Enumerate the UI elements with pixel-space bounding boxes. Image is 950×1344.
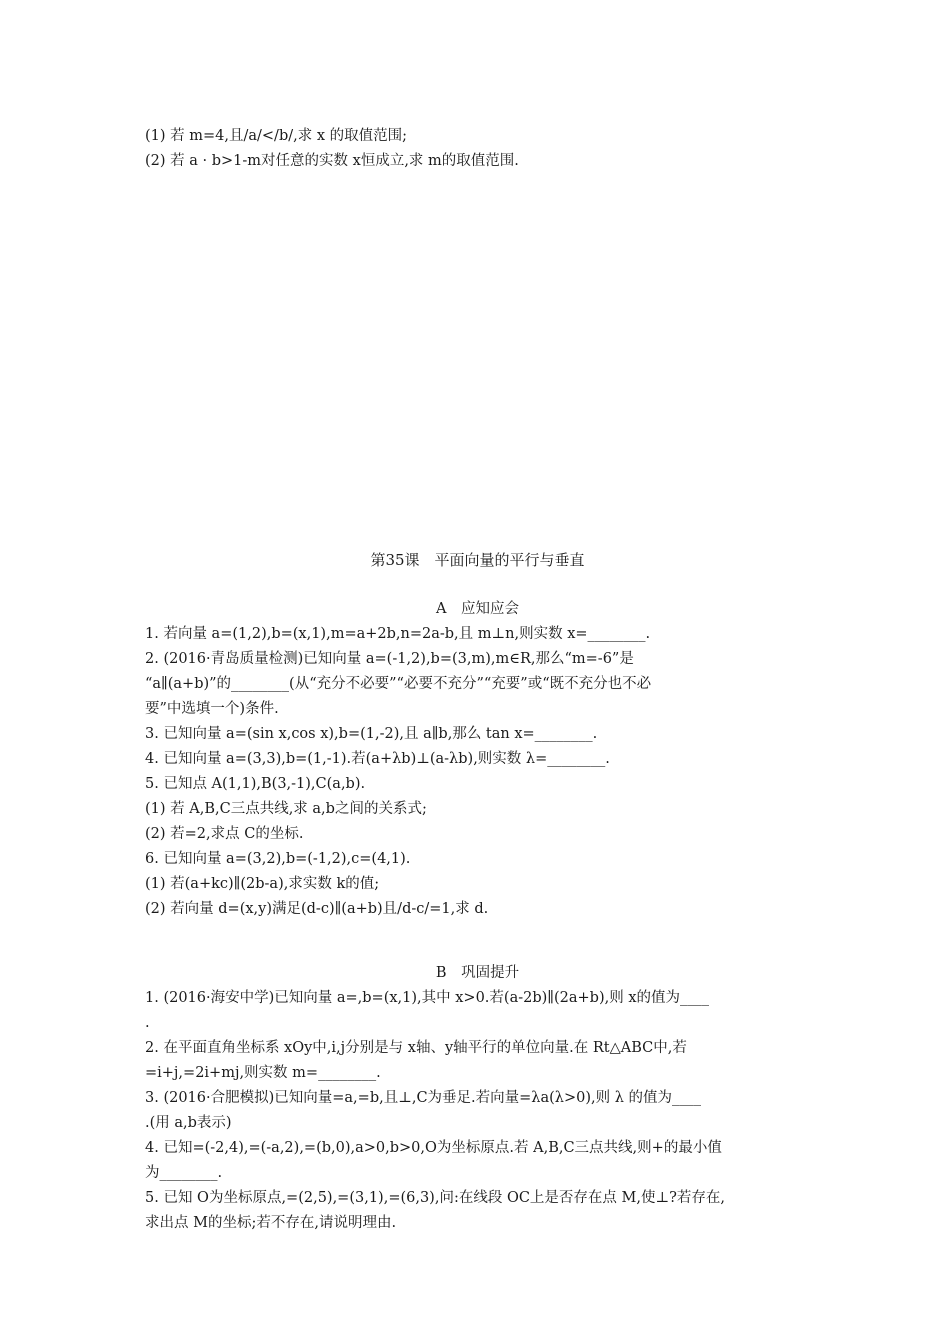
section-b	[145, 961, 810, 1236]
problem-line: (2) 若向量 d=(x,y)满足(d-c)∥(a+b)且/d-c/=1,求 d.	[145, 901, 489, 917]
problem-line: “a∥(a+b)”的________(从“充分不必要”“必要不充分”“充要”或“既不充分也不必	[145, 676, 652, 692]
problem-line: 3. (2016·合肥模拟)已知向量=a,=b,且⊥,C为垂足.若向量=λa(λ>0),则 λ 的值为____	[145, 1090, 702, 1106]
section-b-heading: B 巩固提升	[435, 965, 520, 981]
problem-line: 1. (2016·海安中学)已知向量 a=,b=(x,1),其中 x>0.若(a-2b)∥(2a+b),则 x的值为____	[145, 990, 709, 1006]
problem-line: 求出点 M的坐标;若不存在,请说明理由.	[145, 1215, 397, 1231]
problem-part-line: (1) 若 m=4,且/a/</b/,求 x 的取值范围;	[145, 128, 407, 144]
problem-line: 4. 已知向量 a=(3,3),b=(1,-1).若(a+λb)⊥(a-λb),则实数 λ=________.	[145, 751, 610, 767]
problem-line: (1) 若(a+kc)∥(2b-a),求实数 k的值;	[145, 876, 380, 892]
problem-line: 2. (2016·青岛质量检测)已知向量 a=(-1,2),b=(3,m),m∈R,那么“m=-6”是	[145, 651, 634, 667]
problem-line: 3. 已知向量 a=(sin x,cos x),b=(1,-2),且 a∥b,那么 tan x=________.	[145, 726, 598, 742]
problem-line: (1) 若 A,B,C三点共线,求 a,b之间的关系式;	[145, 801, 427, 817]
section-a	[145, 597, 810, 922]
top-problem-parts	[145, 124, 810, 174]
lesson-title: 第35课 平面向量的平行与垂直	[370, 551, 585, 569]
problem-line: (2) 若=2,求点 C的坐标.	[145, 826, 304, 842]
problem-line: 1. 若向量 a=(1,2),b=(x,1),m=a+2b,n=2a-b,且 m⊥n,则实数 x=________.	[145, 626, 651, 642]
problem-line: 2. 在平面直角坐标系 xOy中,i,j分别是与 x轴、y轴平行的单位向量.在 Rt△ABC中,若	[145, 1040, 687, 1056]
problem-line: 5. 已知点 A(1,1),B(3,-1),C(a,b).	[145, 776, 366, 792]
problem-line: 要”中选填一个)条件.	[145, 701, 279, 717]
problem-line: 5. 已知 O为坐标原点,=(2,5),=(3,1),=(6,3),问:在线段 OC上是否存在点 M,使⊥?若存在,	[145, 1190, 726, 1206]
problem-line: 为________.	[145, 1165, 223, 1181]
problem-part-line: (2) 若 a · b>1-m对任意的实数 x恒成立,求 m的取值范围.	[145, 153, 519, 169]
problem-line: .(用 a,b表示)	[145, 1115, 232, 1131]
problem-line: 4. 已知=(-2,4),=(-a,2),=(b,0),a>0,b>0,O为坐标原点.若 A,B,C三点共线,则+的最小值	[145, 1140, 722, 1156]
problem-line: .	[145, 1015, 150, 1031]
problem-line: 6. 已知向量 a=(3,2),b=(-1,2),c=(4,1).	[145, 851, 411, 867]
section-a-heading: A 应知应会	[436, 601, 519, 617]
problem-line: =i+j,=2i+mj,则实数 m=________.	[145, 1065, 381, 1081]
